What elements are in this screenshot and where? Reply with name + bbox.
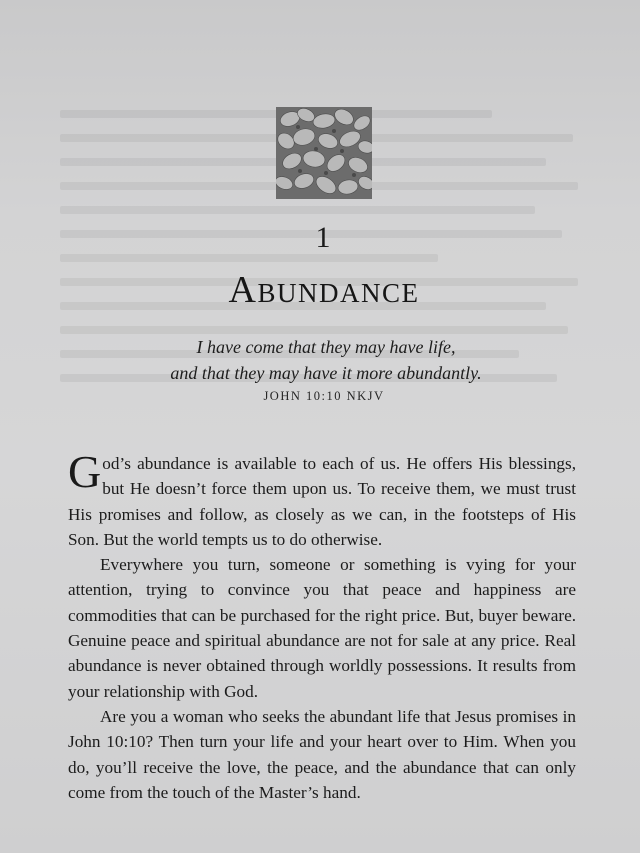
flower-photo-icon bbox=[276, 107, 372, 199]
epigraph-line-2: and that they may have it more abundantly. bbox=[170, 363, 482, 383]
paragraph-3: Are you a woman who seeks the abundant life that Jesus promises in John 10:10? Then turn your life and your heart over to Him. When you do, you’ll receive the love, the peace, and the abundance that can only come from the touch of the Master’s hand. bbox=[68, 706, 576, 802]
drop-cap: G bbox=[68, 446, 102, 497]
chapter-body bbox=[68, 446, 576, 805]
paragraph-2: Everywhere you turn, someone or something is vying for your attention, trying to convince you that peace and happiness are commodities that can be purchased for the right price. But, buyer beware. Genuine peace and spiritual abundance are not for sale at any price. Real abundance is never obtained through worldly possessions. It results from your relationship with God. bbox=[68, 555, 576, 701]
chapter-title: Abundance bbox=[228, 269, 420, 311]
epigraph-line-1: I have come that they may have life, bbox=[196, 337, 456, 357]
epigraph-citation: JOHN 10:10 NKJV bbox=[263, 389, 385, 403]
chapter-number: 1 bbox=[315, 221, 331, 254]
paragraph-1-text: od’s abundance is available to each of us. He offers His blessings, but He doesn’t force them upon us. To receive them, we must trust His promises and follow, as closely as we can, in the footsteps of His Son. But the world tempts us to do otherwise. bbox=[68, 454, 576, 549]
paragraph-1 bbox=[68, 446, 576, 552]
